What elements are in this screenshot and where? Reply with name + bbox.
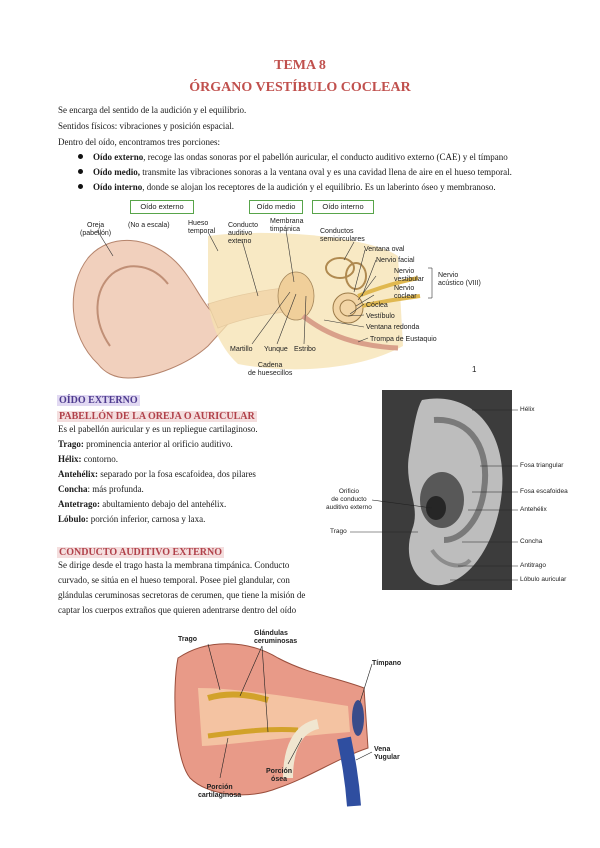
conducto-line-1: Se dirige desde el trago hasta la membrana timpánica. Conducto bbox=[58, 560, 290, 570]
intro-line-3: Dentro del oído, encontramos tres porciones: bbox=[58, 137, 220, 147]
label-ventana-redonda: Ventana redonda bbox=[366, 324, 420, 331]
label-antehelix: Antehélix bbox=[520, 506, 547, 513]
label-martillo: Martillo bbox=[230, 346, 253, 353]
label-no-a-escala: (No a escala) bbox=[128, 222, 170, 229]
subheading-conducto bbox=[57, 542, 224, 560]
label-nervio-coclear: Nervio coclear bbox=[394, 285, 417, 300]
label-orificio-conducto: Orificio de conducto auditivo externo bbox=[326, 488, 372, 511]
bullet-term: Oído medio, bbox=[93, 167, 141, 177]
figure-ear-canal bbox=[168, 628, 408, 808]
label-yunque: Yunque bbox=[264, 346, 288, 353]
label-nervio-facial: Nervio facial bbox=[376, 257, 415, 264]
def-term: Hélix: bbox=[58, 454, 82, 464]
def-antetrago bbox=[58, 498, 226, 510]
label-concha: Concha bbox=[520, 538, 543, 545]
label-timpano: Tímpano bbox=[372, 660, 402, 667]
label-coclea: Cóclea bbox=[366, 302, 388, 309]
def-text: : más profunda. bbox=[87, 484, 144, 494]
label-lobulo-auricular: Lóbulo auricular bbox=[520, 576, 567, 583]
def-text: prominencia anterior al orificio auditivo. bbox=[83, 439, 233, 449]
oido-medio-box: Oído medio bbox=[249, 200, 303, 214]
def-helix bbox=[58, 453, 118, 465]
figure-auricle bbox=[322, 390, 584, 590]
label-fosa-escafoidea: Fosa escafoidea bbox=[520, 488, 568, 495]
def-text: separado por la fosa escafoidea, dos pilares bbox=[98, 469, 256, 479]
label-antitrago: Antitrago bbox=[520, 562, 547, 569]
label-conductos-semicirculares: Conductos semicirculares bbox=[320, 228, 365, 243]
conducto-line-4: captar los cuerpos extraños que quieren adentrarse dentro del oído bbox=[58, 605, 297, 615]
def-concha bbox=[58, 483, 144, 495]
label-cadena-huesecillos: Cadena de huesecillos bbox=[248, 362, 293, 377]
figure-number: 1 bbox=[472, 365, 477, 374]
pabellon-paragraph: Es el pabellón auricular y es un repliegue cartilaginoso. bbox=[58, 424, 258, 434]
label-nervio-vestibular: Nervio vestibular bbox=[394, 268, 424, 283]
subheading-conducto-text: CONDUCTO AUDITIVO EXTERNO bbox=[59, 547, 222, 558]
def-trago bbox=[58, 438, 233, 450]
label-vestibulo: Vestíbulo bbox=[366, 313, 395, 320]
label-vena-yugular: Vena Yugular bbox=[374, 746, 400, 761]
figure-ear-anatomy bbox=[58, 196, 483, 384]
def-text: porción inferior, carnosa y laxa. bbox=[88, 514, 206, 524]
def-term: Trago: bbox=[58, 439, 84, 449]
bullet-oido-medio bbox=[78, 166, 512, 178]
bullet-text: , donde se alojan los receptores de la audición y el equilibrio. Es un laberinto óseo y membranoso. bbox=[142, 182, 496, 192]
label-estribo: Estribo bbox=[294, 346, 316, 353]
def-term: Concha bbox=[58, 484, 88, 494]
def-term: Antehélix: bbox=[58, 469, 98, 479]
label-helix: Hélix bbox=[520, 406, 535, 413]
def-term: Antetrago: bbox=[58, 499, 100, 509]
oido-interno-box: Oído interno bbox=[312, 200, 374, 214]
bullet-dot bbox=[78, 184, 83, 189]
subheading-pabellon-text: PABELLÓN DE LA OREJA O AURICULAR bbox=[59, 411, 255, 422]
bullet-text: , recoge las ondas sonoras por el pabellón auricular, el conducto auditivo externo (CAE) y el tímpano bbox=[143, 152, 508, 162]
oido-externo-box: Oído externo bbox=[130, 200, 194, 214]
conducto-line-3: glándulas ceruminosas secretoras de cerumen, que tiene la misión de bbox=[58, 590, 306, 600]
label-oreja: Oreja (pabellón) bbox=[80, 222, 112, 237]
bullet-dot bbox=[78, 154, 83, 159]
def-text: abultamiento debajo del antehélix. bbox=[100, 499, 227, 509]
conducto-line-2: curvado, se sitúa en el hueso temporal. Posee piel glandular, con bbox=[58, 575, 290, 585]
bullet-dot bbox=[78, 169, 83, 174]
label-porcion-osea: Porción ósea bbox=[266, 768, 293, 783]
def-antehelix bbox=[58, 468, 256, 480]
label-glandulas-ceruminosas: Glándulas ceruminosas bbox=[254, 630, 298, 645]
label-trago-canal: Trago bbox=[178, 636, 198, 643]
subheading-pabellon bbox=[57, 406, 257, 424]
label-ventana-oval: Ventana oval bbox=[364, 246, 405, 253]
bullet-term: Oído externo bbox=[93, 152, 144, 162]
page-title: TEMA 8 bbox=[274, 58, 326, 73]
bullet-oido-interno bbox=[78, 181, 496, 193]
heading-oido-externo: OÍDO EXTERNO bbox=[59, 395, 138, 406]
def-text: contorno. bbox=[81, 454, 118, 464]
def-term: Lóbulo: bbox=[58, 514, 89, 524]
label-porcion-cartilaginosa: Porción cartilaginosa bbox=[198, 784, 242, 799]
label-nervio-acustico: Nervio acústico (VIII) bbox=[438, 272, 481, 287]
label-conducto-auditivo-externo: Conducto auditivo externo bbox=[228, 222, 258, 245]
bullet-text: transmite las vibraciones sonoras a la ventana oval y es una cavidad llena de aire en el hueso temporal. bbox=[140, 167, 512, 177]
label-hueso-temporal: Hueso temporal bbox=[188, 220, 216, 235]
bullet-term: Oído interno bbox=[93, 182, 143, 192]
label-trompa-eustaquio: Trompa de Eustaquio bbox=[370, 336, 437, 343]
bullet-oido-externo bbox=[78, 151, 508, 163]
intro-line-1: Se encarga del sentido de la audición y el equilibrio. bbox=[58, 105, 247, 115]
label-fosa-triangular: Fosa triangular bbox=[520, 462, 564, 469]
intro-line-2: Sentidos físicos: vibraciones y posición espacial. bbox=[58, 121, 234, 131]
label-trago-photo: Trago bbox=[330, 528, 347, 535]
label-membrana-timpanica: Membrana timpánica bbox=[270, 218, 304, 233]
def-lobulo bbox=[58, 513, 205, 525]
page-subtitle: ÓRGANO VESTÍBULO COCLEAR bbox=[189, 80, 411, 95]
